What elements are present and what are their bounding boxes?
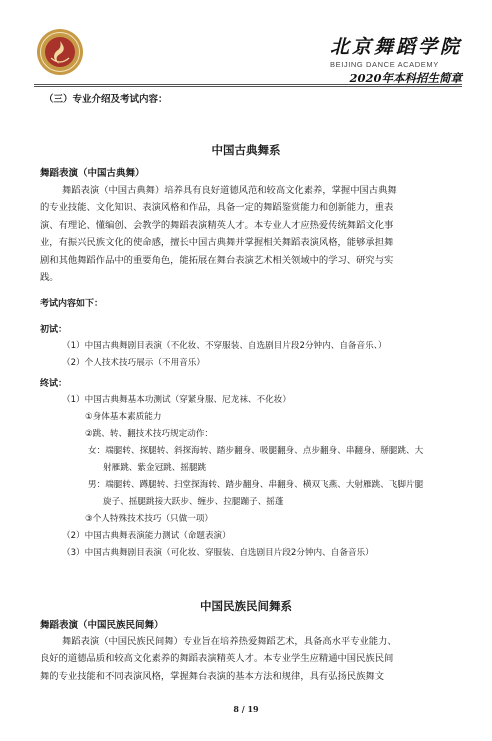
description-line: 舞的专业技能和不同表演风格，掌握舞台表演的基本方法和规律，具有弘扬民族舞文 — [40, 670, 384, 682]
description-line: 剧和其他舞蹈作品中的重要角色，能拓展在舞台表演艺术相关领域中的学习、研究与实 — [40, 254, 394, 266]
department-title: 中国古典舞系 — [211, 143, 281, 157]
department-title: 中国民族民间舞系 — [200, 599, 292, 613]
male-moves: 男：端腿转、蹲腿转、扫堂探海转、踏步翻身、串翻身、横双飞燕、大射雁跳、飞脚片腿 — [88, 480, 424, 490]
description-line: 良好的道德品质和较高文化素养的舞蹈表演精英人才。本专业学生应精通中国民族民间 — [40, 653, 394, 665]
description-line: 舞蹈表演（中国民族民间舞）专业旨在培养热爱舞蹈艺术，具备高水平专业能力、 — [62, 636, 397, 647]
sub-item: ③个人特殊技术技巧（只做一项） — [85, 514, 214, 524]
description-line: 业，有振兴民族文化的使命感，擅长中国古典舞并掌握相关舞蹈表演风格，能够承担舞 — [40, 237, 394, 249]
sub-item: ①身体基本素质能力 — [85, 412, 162, 422]
final-item: （1）中国古典舞基本功测试（穿紧身服、尼龙袜、不化妆） — [62, 395, 291, 405]
description-line: 的专业技能、文化知识、表演风格和作品，具备一定的舞蹈鉴赏能力和创新能力，重表 — [40, 202, 394, 214]
brand-name-cn: 北京舞蹈学院 — [329, 36, 462, 58]
preliminary-item: （2）个人技术技巧展示（不用音乐） — [62, 358, 205, 368]
exam-heading: 考试内容如下： — [40, 299, 104, 309]
header-brand — [330, 32, 462, 86]
major-title: 舞蹈表演（中国古典舞） — [40, 168, 145, 179]
major-title: 舞蹈表演（中国民族民间舞） — [40, 620, 164, 631]
female-moves: 女：端腿转、探腿转、斜探海转、踏步翻身、吸腿翻身、点步翻身、串翻身、掰腿跳、大 — [88, 446, 424, 456]
description-line: 舞蹈表演（中国古典舞）培养具有良好道德风范和较高文化素养，掌握中国古典舞 — [62, 185, 397, 196]
header-rule-thin — [34, 86, 462, 87]
header-rule — [34, 84, 462, 85]
preliminary-label: 初试： — [40, 325, 68, 335]
academy-logo-icon — [36, 28, 84, 76]
page-number: 8 / 19 — [233, 704, 259, 714]
brand-name-en: BEIJING DANCE ACADEMY — [329, 60, 439, 69]
document-title: 2020年本科招生简章 — [349, 71, 462, 85]
section-heading: （三）专业介绍及考试内容： — [44, 94, 168, 105]
major-description — [40, 633, 460, 685]
female-moves: 射雁跳、紫金冠跳、摇腿跳 — [103, 463, 207, 473]
major-description — [40, 182, 460, 286]
male-moves: 旋子、摇腿跳接大跃步、缠步、拉腿蹦子、摇蓬 — [103, 497, 284, 507]
description-line: 践。 — [40, 272, 59, 284]
final-item: （3）中国古典舞剧目表演（可化妆、穿服装、自选剧目片段2分钟内、自备音乐） — [62, 548, 374, 558]
sub-item: ②跳、转、翻技术技巧规定动作： — [85, 429, 214, 439]
description-line: 演、有理论、懂编创、会教学的舞蹈表演精英人才。本专业人才应热爱传统舞蹈文化事 — [40, 219, 394, 231]
final-item: （2）中国古典舞表演能力测试（命题表演） — [62, 531, 231, 541]
final-label: 终试： — [40, 379, 68, 389]
preliminary-item: （1）中国古典舞剧目表演（不化妆、不穿服装、自选剧目片段2分钟内、自备音乐、） — [62, 341, 387, 351]
